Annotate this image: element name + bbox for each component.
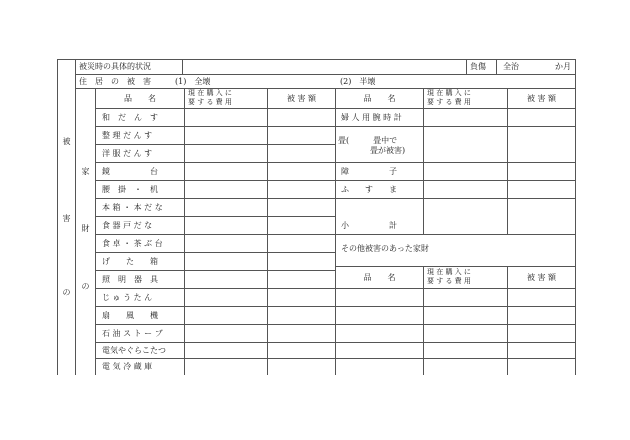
item-fusuma: ふ す ま — [341, 184, 397, 194]
divider-left-cost — [267, 88, 268, 375]
item-fujinyou-tokei: 婦 人 用 腕 時 計 — [341, 112, 402, 122]
title-divider — [182, 59, 183, 74]
months-label: か月 — [555, 62, 571, 71]
item-shoukei: 小 計 — [341, 220, 397, 230]
other-col-cost-header — [424, 268, 507, 288]
item-seiri-dansu: 整 理 だ ん す — [102, 130, 153, 140]
left-col-item-header: 品 名 — [124, 93, 156, 103]
injury-label: 負傷 — [470, 62, 486, 71]
item-tatami-line2: 畳が被害) — [370, 146, 406, 155]
inner-label-char-3: の — [81, 282, 90, 291]
right-cost-header-line1: 現 在 購 入 に — [427, 89, 471, 97]
item-sekiyu-stove: 石 油 ス ト ー ブ — [102, 328, 163, 338]
left-col-damage-header: 被 害 額 — [286, 93, 317, 103]
item-shouji: 障 子 — [341, 166, 397, 176]
right-col-damage-header: 被 害 額 — [526, 93, 557, 103]
divider-left-item — [184, 88, 185, 375]
divider-inner-label — [95, 88, 96, 375]
side-label-char-3: の — [62, 288, 71, 297]
divider-right-cost-upper — [507, 88, 508, 234]
item-wadansu: 和 だ ん す — [102, 112, 158, 122]
right-col-item-header: 品 名 — [363, 93, 396, 103]
divider-outer-label — [75, 59, 76, 375]
right-cost-header-line2: 要 す る 費 用 — [427, 98, 471, 106]
inner-label-char-2: 財 — [81, 224, 90, 233]
item-getabako: げ た 箱 — [102, 256, 158, 266]
item-honbako: 本 箱 ・ 本 だ な — [102, 202, 163, 212]
divider-right-item-upper — [423, 88, 424, 234]
left-cost-header-line2: 要 す る 費 用 — [188, 98, 232, 106]
side-label-char-2: 害 — [62, 214, 71, 223]
item-shokki-todana: 食 器 戸 だ な — [102, 220, 153, 230]
item-kotatsu: 電気やぐらこたつ — [102, 345, 166, 355]
side-label-char-1: 被 — [62, 137, 71, 146]
other-items-title: その他被害のあった家財 — [341, 244, 429, 253]
item-shoumei-kigu: 照 明 器 具 — [102, 274, 158, 284]
left-cost-header-line1: 現 在 購 入 に — [188, 89, 232, 97]
recovery-label: 全治 — [503, 62, 519, 71]
item-tatami-line1: 畳( 畳中で — [338, 136, 398, 145]
border-right — [575, 59, 576, 375]
item-senpuuki: 扇 風 機 — [102, 310, 158, 320]
recovery-divider — [496, 59, 497, 74]
other-cost-header-line1: 現 在 購 入 に — [427, 268, 471, 276]
right-col-cost-header — [424, 89, 507, 108]
situation-title: 被災時の具体的状況 — [79, 62, 151, 71]
housing-option-half: (2) 半壊 — [340, 76, 376, 86]
left-col-cost-header — [185, 89, 267, 108]
other-cost-header-line2: 要 す る 費 用 — [427, 277, 471, 285]
item-shokutaku: 食 卓 ・ 茶 ぶ 台 — [102, 238, 163, 248]
item-koshikake-tsukue: 腰 掛 ・ 机 — [102, 184, 158, 194]
inner-label-char-1: 家 — [81, 167, 90, 176]
item-kyoudai: 鏡 台 — [102, 166, 158, 176]
housing-damage-label: 住居の被害 — [79, 76, 159, 86]
other-col-item-header: 品 名 — [363, 272, 396, 282]
housing-option-full: (1) 全壊 — [175, 76, 211, 86]
item-reizouko: 電 気 冷 蔵 庫 — [102, 362, 153, 371]
other-header-bottom — [335, 288, 575, 289]
item-youfuku-dansu: 洋 服 だ ん す — [102, 148, 153, 158]
item-juutan: じ ゅ う た ん — [102, 292, 153, 302]
divider-center — [335, 88, 336, 375]
other-col-damage-header: 被 害 額 — [526, 272, 557, 282]
